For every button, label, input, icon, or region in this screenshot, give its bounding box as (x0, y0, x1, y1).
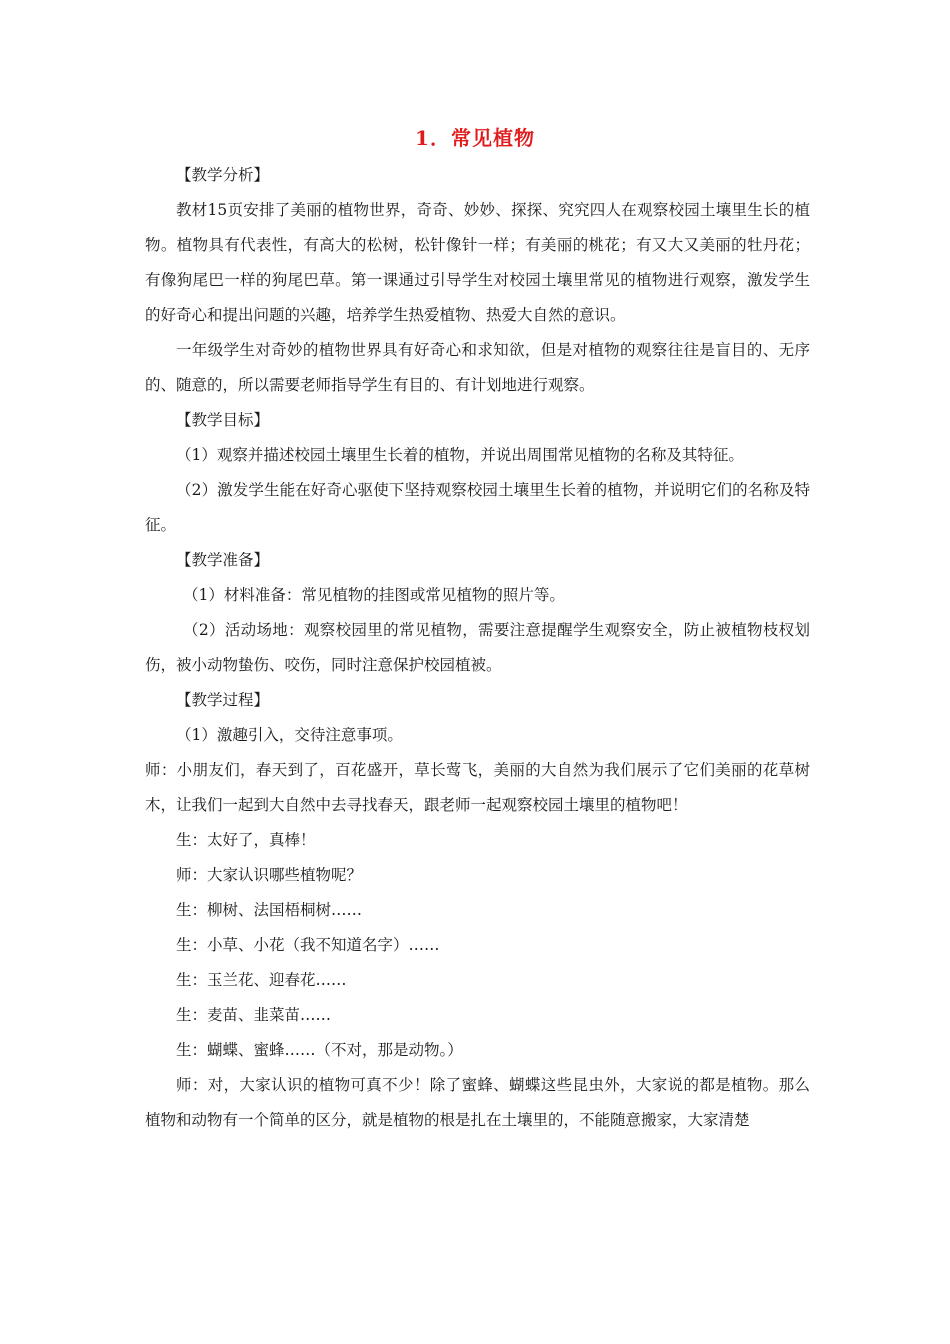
paragraph: 师：小朋友们，春天到了，百花盛开，草长莺飞，美丽的大自然为我们展示了它们美丽的花草树木，让我们一起到大自然中去寻找春天，跟老师一起观察校园土壤里的植物吧！ (145, 761, 810, 814)
section-heading: 【教学目标】 (176, 411, 270, 429)
paragraph: 一年级学生对奇妙的植物世界具有好奇心和求知欲，但是对植物的观察往往是盲目的、无序的、随意的，所以需要老师指导学生有目的、有计划地进行观察。 (145, 341, 810, 394)
paragraph: 生：玉兰花、迎春花…… (176, 971, 347, 989)
paragraph: （2）活动场地：观察校园里的常见植物，需要注意提醒学生观察安全，防止被植物枝杈划伤，被小动物蛰伤、咬伤，同时注意保护校园植被。 (145, 621, 810, 674)
section-heading: 【教学分析】 (176, 166, 270, 184)
paragraph: 生：太好了，真棒！ (176, 831, 316, 849)
document-title: 1．常见植物 (415, 126, 535, 150)
section-heading: 【教学过程】 (176, 691, 270, 709)
paragraph: 生：蝴蝶、蜜蜂……（不对，那是动物。） (176, 1041, 463, 1059)
paragraph: 教材15页安排了美丽的植物世界，奇奇、妙妙、探探、究究四人在观察校园土壤里生长的植物。植物具有代表性，有高大的松树，松针像针一样；有美丽的桃花；有又大又美丽的牡丹花；有像狗尾巴一样的狗尾巴草。第一课通过引导学生对校园土壤里常见的植物进行观察，激发学生的好奇心和提出问题的兴趣，培养学生热爱植物、热爱大自然的意识。 (145, 201, 810, 324)
paragraph: 师：对，大家认识的植物可真不少！除了蜜蜂、蝴蝶这些昆虫外，大家说的都是植物。那么植物和动物有一个简单的区分，就是植物的根是扎在土壤里的，不能随意搬家，大家清楚 (145, 1076, 810, 1129)
document-body (145, 158, 810, 1138)
paragraph: 生：小草、小花（我不知道名字）…… (176, 936, 440, 954)
paragraph: （1）材料准备：常见植物的挂图或常见植物的照片等。 (183, 586, 565, 604)
paragraph: 生：麦苗、韭菜苗…… (176, 1006, 332, 1024)
paragraph: （2）激发学生能在好奇心驱使下坚持观察校园土壤里生长着的植物，并说明它们的名称及特征。 (145, 481, 810, 534)
paragraph: （1）激趣引入，交待注意事项。 (176, 726, 403, 744)
section-heading: 【教学准备】 (176, 551, 270, 569)
paragraph: 师：大家认识哪些植物呢？ (176, 866, 363, 884)
paragraph: 生：柳树、法国梧桐树…… (176, 901, 363, 919)
paragraph: （1）观察并描述校园土壤里生长着的植物，并说出周围常见植物的名称及其特征。 (176, 446, 744, 464)
